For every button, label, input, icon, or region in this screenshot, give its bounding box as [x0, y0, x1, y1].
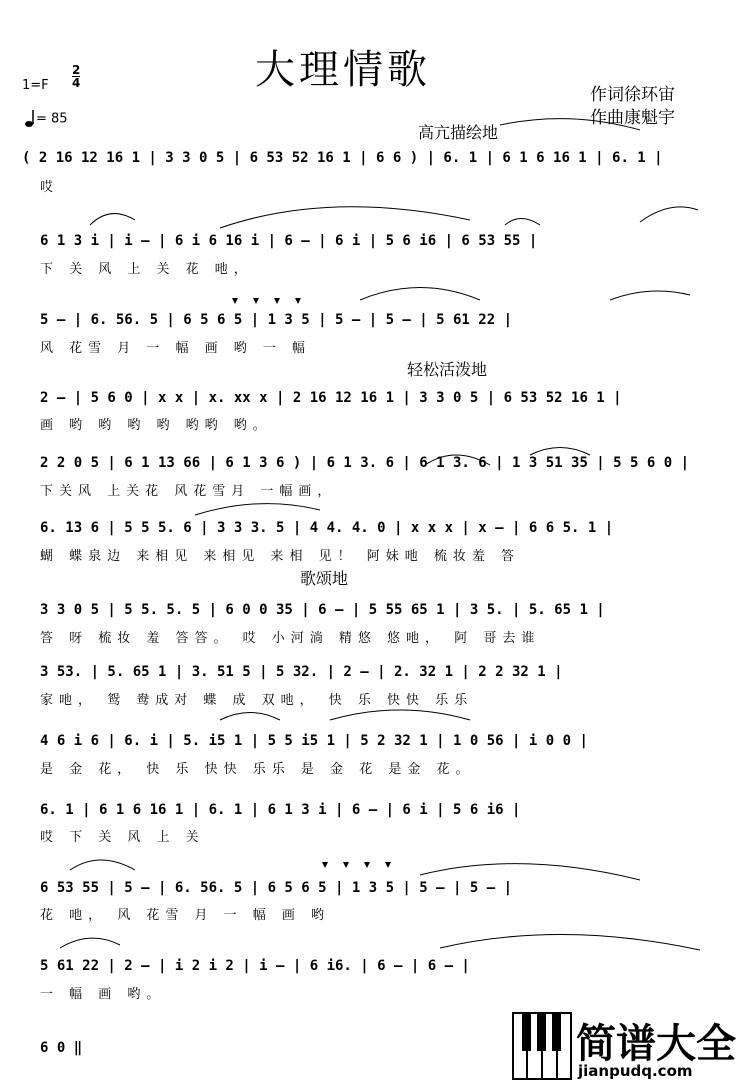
score-row-4-notes: 2 – | 5 6 0 | x x | x. xx x | 2 16 12 16 1 | 3 3 0 5 | 6 53 52 16 1 |	[40, 390, 622, 406]
score-row-9-notes: 4 6 i 6 | 6. i | 5. i5 1 | 5 5 i5 1 | 5 2 32 1 | 1 0 56 | i 0 0 |	[40, 733, 588, 749]
time-bottom: 4	[72, 76, 81, 90]
score-row-4-lyrics: 画 哟 哟 哟 哟 哟哟 哟。	[40, 418, 272, 433]
score-row-1-lyrics: 哎	[40, 180, 60, 195]
score-row-8-notes: 3 53. | 5. 65 1 | 3. 51 5 | 5 32. | 2 – | 2. 32 1 | 2 2 32 1 |	[40, 664, 563, 680]
score-row-3-lyrics: 风 花雪 月 一 幅 画 哟 一 幅	[40, 341, 312, 356]
score-row-8-lyrics: 家吔， 鸳 鸯成对 蝶 成 双吔， 快 乐 快快 乐乐	[40, 693, 474, 708]
watermark-url: jianpudq.com	[578, 1062, 693, 1080]
score-row-12-notes: 5 61 22 | 2 – | i 2 i 2 | i – | 6 i6. | 6 – | 6 – |	[40, 958, 470, 974]
score-row-10-notes: 6. 1 | 6 1 6 16 1 | 6. 1 | 6 1 3 i | 6 – | 6 i | 5 6 i6 |	[40, 802, 521, 818]
score-row-7-notes: 3 3 0 5 | 5 5. 5. 5 | 6 0 0 35 | 6 – | 5 55 65 1 | 3 5. | 5. 65 1 |	[40, 602, 605, 618]
watermark-brand: 简谱大全	[576, 1021, 736, 1067]
score-row-2-lyrics: 下 关 风 上 关 花 吔，	[40, 262, 253, 277]
expression-1: 高亢描绘地	[418, 123, 499, 142]
score-row-11-lyrics: 花 吔， 风 花雪 月 一 幅 画 哟	[40, 908, 331, 923]
tempo-value: = 85	[36, 111, 68, 127]
score-row-1-notes: ( 2 16 12 16 1 | 3 3 0 5 | 6 53 52 16 1 | 6 6 ) | 6. 1 | 6 1 6 16 1 | 6. 1 |	[22, 150, 663, 166]
key-signature: 1=F	[22, 78, 49, 93]
score-row-6-notes: 6. 13 6 | 5 5 5. 6 | 3 3 3. 5 | 4 4. 4. 0 | x x x | x – | 6 6 5. 1 |	[40, 520, 614, 536]
expression-3: 歌颂地	[300, 569, 349, 588]
score-row-5-notes: 2 2 0 5 | 6 1 13 66 | 6 1 3 6 ) | 6 1 3. 6 | 6 1 3. 6 | 1 3 51 35 | 5 5 6 0 |	[40, 455, 690, 471]
watermark-logo	[512, 1010, 738, 1085]
score-row-11-notes: 6 53 55 | 5 – | 6. 56. 5 | 6 5 6 5 | 1 3 5 | 5 – | 5 – |	[40, 880, 513, 896]
composer: 作曲康魁宇	[590, 108, 675, 128]
score-row-5-lyrics: 下关风 上关花 风花雪月 一幅画，	[40, 484, 337, 499]
score-row-13-notes: 6 0 ‖	[40, 1040, 83, 1056]
score-row-7-lyrics: 答 呀 梳妆 羞 答答。 哎 小河淌 精悠 悠吔， 阿 哥去谁	[40, 631, 541, 646]
song-title: 大理情歌	[255, 47, 431, 93]
expression-2: 轻松活泼地	[407, 360, 488, 379]
score-row-3-notes: 5 – | 6. 56. 5 | 6 5 6 5 | 1 3 5 | 5 – | 5 – | 5 61 22 |	[40, 312, 513, 328]
lyricist: 作词徐环宙	[590, 85, 675, 105]
score-row-6-lyrics: 蝴 蝶泉边 来相见 来相见 来相 见！ 阿妹吔 梳妆羞 答	[40, 549, 521, 564]
time-top: 2	[72, 63, 81, 77]
score-row-2-notes: 6 1 3 i | i – | 6 i 6 16 i | 6 – | 6 i | 5 6 i6 | 6 53 55 |	[40, 233, 538, 249]
score-row-10-lyrics: 哎 下 关 风 上 关	[40, 830, 205, 845]
piano-keys-icon	[512, 1012, 572, 1082]
score-row-12-lyrics: 一 幅 画 哟。	[40, 987, 166, 1002]
score-row-9-lyrics: 是 金 花， 快 乐 快快 乐乐 是 金 花 是金 花。	[40, 762, 475, 777]
